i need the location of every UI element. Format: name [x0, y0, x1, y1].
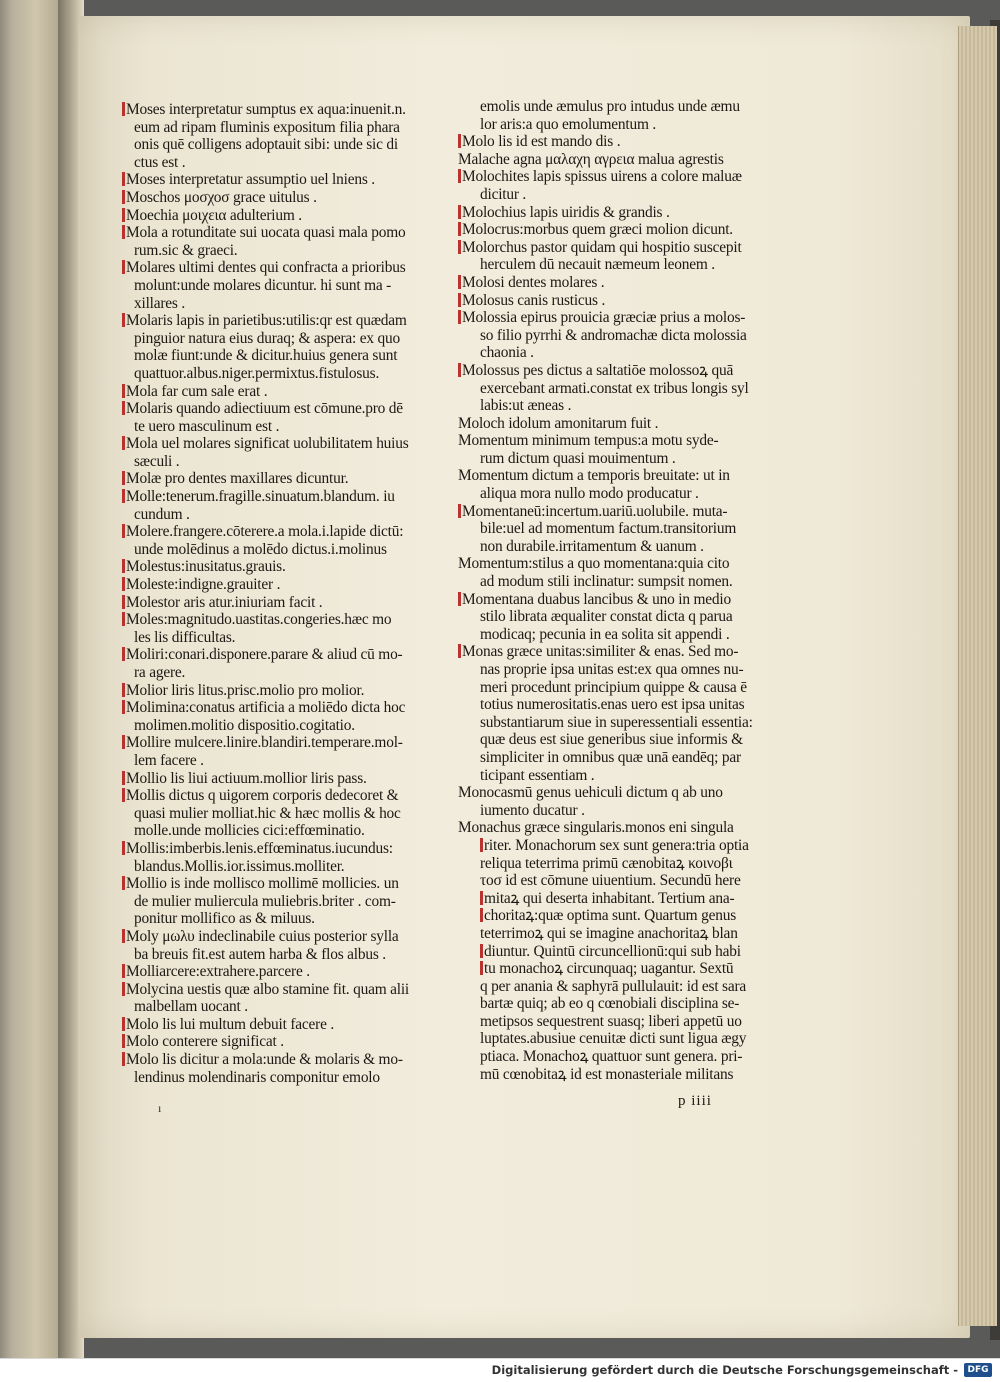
text-line [122, 629, 432, 647]
line-text: Malache agna μαλαχη αγρεια malua agrestis [458, 150, 724, 168]
line-text: Moly μωλυ indeclinabile cuius posterior sylla [126, 927, 399, 945]
line-text: Molochius lapis uiridis & grandis . [462, 203, 670, 221]
rubric-mark [458, 644, 461, 658]
rubric-mark [122, 384, 125, 398]
text-line [458, 432, 770, 450]
rubric-mark [122, 102, 125, 116]
text-line [122, 435, 432, 453]
stray-mark: ı [158, 1101, 162, 1115]
rubric-mark [458, 169, 461, 183]
line-text: Mola uel molares significat uolubilitatem huius [126, 435, 409, 453]
line-text: non durabile.irritamentum & uanum . [480, 537, 704, 555]
text-line [458, 186, 770, 204]
text-line [458, 555, 770, 573]
rubric-mark [458, 205, 461, 219]
text-line [458, 960, 770, 978]
text-line [122, 259, 432, 277]
rubric-mark [122, 964, 125, 978]
rubric-mark [122, 1034, 125, 1048]
rubric-mark [480, 961, 483, 975]
rubric-mark [122, 1052, 125, 1066]
text-line [122, 946, 432, 964]
text-line [122, 277, 432, 295]
line-text: q per anania & saphyrā pullulauit: id est sara [480, 977, 747, 995]
text-line [122, 365, 432, 383]
text-line [458, 890, 770, 908]
line-text: te uero masculinum est . [134, 417, 280, 435]
text-line [122, 770, 432, 788]
line-text: Molossia epirus prouicia græciæ prius a molos- [462, 309, 746, 327]
text-line [458, 714, 770, 732]
rubric-mark [458, 293, 461, 307]
line-text: Momentum:stilus a quo momentana:quia cito [458, 555, 730, 573]
text-line [458, 855, 770, 873]
line-text: mū cœnobitaꝝ id est monasteriale militans [480, 1065, 734, 1083]
line-text: Mollire mulcere.linire.blandiri.temperare.mol- [126, 734, 403, 752]
text-line [122, 1069, 432, 1087]
text-line [122, 523, 432, 541]
line-text: Molestus:inusitatus.grauis. [126, 558, 286, 576]
line-text: meri procedunt principium quippe & causa ē [480, 678, 747, 696]
line-text: Momentaneū:incertum.uariū.uolubile. muta- [462, 502, 728, 520]
text-line [122, 682, 432, 700]
text-line [458, 221, 770, 239]
text-line [122, 893, 432, 911]
rubric-mark [458, 592, 461, 606]
rubric-mark [122, 788, 125, 802]
text-line [122, 506, 432, 524]
text-line [122, 787, 432, 805]
line-text: totius numerositatis.enas uero est ipsa unitas [480, 696, 745, 714]
rubric-mark [122, 471, 125, 485]
line-text: bartæ quiq; ab eo q cœnobiali disciplina se- [480, 995, 740, 1013]
rubric-mark [122, 612, 125, 626]
text-line [122, 594, 432, 612]
line-text: Molere.frangere.cōterere.a mola.i.lapide dictū: [126, 523, 404, 541]
line-text: stilo librata æqualiter constat dicta q parua [480, 608, 733, 626]
line-text: ptiaca. Monachoꝝ quattuor sunt genera. pri- [480, 1048, 743, 1066]
text-line [122, 1033, 432, 1051]
text-line [458, 309, 770, 327]
line-text: Monachus græce singularis.monos eni singula [458, 819, 734, 837]
text-line [122, 101, 432, 119]
line-text: Mollio is inde mollisco mollimē mollicies. un [126, 875, 399, 893]
left-text-column [122, 101, 432, 1086]
line-text: Mollis:imberbis.lenis.effœminatus.iucundus: [126, 839, 393, 857]
digitization-footer [0, 1358, 1000, 1382]
text-line [458, 168, 770, 186]
rubric-mark [480, 891, 483, 905]
text-line [458, 661, 770, 679]
rubric-mark [122, 876, 125, 890]
text-line [458, 837, 770, 855]
text-line [122, 312, 432, 330]
line-text: iumento ducatur . [480, 801, 585, 819]
line-text: blandus.Mollis.ior.issimus.molliter. [134, 857, 345, 875]
line-text: Molaris quando adiectiuum est cōmune.pro dē [126, 400, 403, 418]
line-text: modicaq; pecunia in ea solita sit appendi . [480, 625, 730, 643]
line-text: les lis difficultas. [134, 628, 236, 646]
text-line [458, 204, 770, 222]
text-line [458, 591, 770, 609]
text-line [458, 1048, 770, 1066]
text-line [458, 151, 770, 169]
line-text: molunt:unde molares dicuntur. hi sunt ma - [134, 276, 392, 294]
text-line [458, 749, 770, 767]
rubric-mark [122, 647, 125, 661]
line-text: Molocrus:morbus quem græci molion dicunt. [462, 221, 733, 239]
text-line [458, 503, 770, 521]
line-text: Moechia μοιχεια adulterium . [126, 206, 302, 224]
line-text: Molosi dentes molares . [462, 273, 605, 291]
rubric-mark [122, 208, 125, 222]
line-text: Moliri:conari.disponere.parare & aliud cū mo- [126, 646, 403, 664]
rubric-mark [458, 275, 461, 289]
text-line [122, 418, 432, 436]
text-line [122, 119, 432, 137]
text-line [122, 928, 432, 946]
text-line [122, 664, 432, 682]
line-text: Molo lis lui multum debuit facere . [126, 1015, 335, 1033]
rubric-mark [122, 436, 125, 450]
line-text: exercebant armati.constat ex tribus longis syl [480, 379, 749, 397]
line-text: Moschos μοσχοσ grace uitulus . [126, 188, 317, 206]
text-line [458, 679, 770, 697]
rubric-mark [122, 595, 125, 609]
line-text: bile:uel ad momentum factum.transitorium [480, 520, 737, 538]
line-text: Moles:magnitudo.uastitas.congeries.hæc mo [126, 611, 392, 629]
line-text: labis:ut æneas . [480, 397, 572, 415]
dfg-logo: DFG [964, 1363, 992, 1377]
text-line [458, 608, 770, 626]
line-text: xillares . [134, 294, 185, 312]
text-line [122, 224, 432, 242]
line-text: mitaꝝ qui deserta inhabitant. Tertium ana- [484, 889, 735, 907]
line-text: herculem dū necauit næmeum leonem . [480, 256, 715, 274]
rubric-mark [122, 577, 125, 591]
rubric-mark [458, 222, 461, 236]
text-line [122, 805, 432, 823]
rubric-mark [480, 944, 483, 958]
text-line [122, 541, 432, 559]
text-line [458, 573, 770, 591]
line-text: unde molēdinus a molēdo dictus.i.molinus [134, 540, 387, 558]
line-text: dicitur . [480, 185, 527, 203]
text-line [458, 450, 770, 468]
text-line [458, 239, 770, 257]
text-line [122, 400, 432, 418]
line-text: Momentana duabus lancibus & uno in medio [462, 590, 731, 608]
line-text: metipsos sequestrent suasq; liberi appetū uo [480, 1012, 742, 1030]
text-line [458, 872, 770, 890]
facing-page-edge [0, 0, 60, 1358]
text-line [122, 858, 432, 876]
text-line [458, 696, 770, 714]
text-line [458, 520, 770, 538]
line-text: Molossus pes dictus a saltatiōe molossoꝝ quā [462, 361, 734, 379]
line-text: riter. Monachorum sex sunt genera:tria optia [484, 836, 749, 854]
line-text: Molestor aris atur.iniuriam facit . [126, 593, 323, 611]
rubric-mark [122, 771, 125, 785]
text-line [458, 784, 770, 802]
line-text: ra agere. [134, 664, 186, 681]
rubric-mark [480, 908, 483, 922]
line-text: molæ fiunt:unde & dicitur.huius genera sunt [134, 347, 398, 365]
line-text: luptates.abusiue cenuitæ dicti sunt ligua ægy [480, 1030, 747, 1048]
text-line [122, 136, 432, 154]
page-signature: p iiii [678, 1093, 712, 1109]
rubric-mark [458, 134, 461, 148]
text-line [122, 963, 432, 981]
text-line [458, 995, 770, 1013]
line-text: emolis unde æmulus pro intudus unde æmu [480, 98, 740, 115]
text-line [122, 752, 432, 770]
text-line [122, 488, 432, 506]
line-text: nas proprie ipsa unitas est:ex qua omnes nu- [480, 661, 744, 678]
line-text: Molosus canis rusticus . [462, 291, 606, 309]
text-line [122, 646, 432, 664]
line-text: Mola a rotunditate sui uocata quasi mala pomo [126, 224, 406, 242]
line-text: aliqua mora nullo modo producatur . [480, 485, 699, 503]
text-line [458, 274, 770, 292]
text-line [122, 558, 432, 576]
rubric-mark [122, 700, 125, 714]
text-line [458, 344, 770, 362]
line-text: so filio pyrrhi & andromachæ dicta molossia [480, 326, 747, 344]
text-line [458, 925, 770, 943]
line-text: Molo conterere significat . [126, 1033, 284, 1051]
text-line [122, 470, 432, 488]
line-text: Molæ pro dentes maxillares dicuntur. [126, 470, 349, 488]
text-line [122, 1051, 432, 1069]
line-text: eum ad ripam fluminis expositum filia phara [134, 118, 400, 136]
rubric-mark [122, 735, 125, 749]
line-text: cundum . [134, 505, 190, 523]
line-text: Monocasmū genus uehiculi dictum q ab uno [458, 784, 723, 802]
rubric-mark [480, 838, 483, 852]
rubric-mark [122, 313, 125, 327]
rubric-mark [122, 260, 125, 274]
text-line [458, 485, 770, 503]
line-text: Molo lis dicitur a mola:unde & molaris & mo- [126, 1051, 403, 1069]
text-line [458, 256, 770, 274]
text-line [122, 453, 432, 471]
line-text: Molaris lapis in parietibus:utilis:qr est quædam [126, 312, 407, 330]
text-line [122, 242, 432, 260]
rubric-mark [122, 841, 125, 855]
text-line [122, 717, 432, 735]
line-text: Momentum dictum a temporis breuitate: ut in [458, 467, 730, 485]
line-text: Moses interpretatur assumptio uel lniens . [126, 171, 375, 189]
text-line [122, 347, 432, 365]
text-line [122, 875, 432, 893]
text-line [122, 910, 432, 928]
line-text: Molliarcere:extrahere.parcere . [126, 963, 310, 981]
rubric-mark [122, 524, 125, 538]
text-line [458, 1066, 770, 1084]
text-line [458, 397, 770, 415]
text-line [458, 731, 770, 749]
line-text: rum dictum quasi mouimentum . [480, 449, 676, 467]
line-text: choritaꝝ:quæ optima sunt. Quartum genus [484, 907, 737, 925]
rubric-mark [458, 240, 461, 254]
text-line [458, 116, 770, 134]
line-text: ticipant essentiam . [480, 766, 595, 784]
rubric-mark [122, 172, 125, 186]
line-text: Mollio lis liui actiuum.mollior liris pass. [126, 769, 367, 787]
line-text: Molares ultimi dentes qui confracta a prioribus [126, 259, 406, 277]
text-line [458, 1013, 770, 1031]
line-text: reliqua teterrima primū cænobitaꝝ κοινοβι [480, 854, 733, 872]
text-line [122, 330, 432, 348]
line-text: τοσ id est cōmune uiuentium. Secundū here [480, 872, 741, 890]
line-text: Moses interpretatur sumptus ex aqua:inuenit.n. [126, 101, 406, 118]
text-line [458, 819, 770, 837]
line-text: pinguior natura eius duraq; & aspera: ex quo [134, 329, 401, 347]
rubric-mark [458, 310, 461, 324]
text-line [458, 380, 770, 398]
text-line [122, 295, 432, 313]
line-text: lor aris:a quo emolumentum . [480, 115, 657, 133]
funding-credit: Digitalisierung gefördert durch die Deutsche Forschungsgemeinschaft - [491, 1363, 958, 1377]
text-line [458, 98, 770, 116]
page-fore-edge [958, 26, 997, 1326]
line-text: Mollis dictus q uigorem corporis dedecoret & [126, 787, 399, 805]
line-text: ad modum stili inclinatur: sumpsit nomen. [480, 573, 733, 591]
line-text: onis quē colligens adoptauit sibi: unde sic di [134, 136, 398, 154]
line-text: Mola far cum sale erat . [126, 382, 268, 400]
text-line [458, 467, 770, 485]
line-text: Molo lis id est mando dis . [462, 133, 621, 151]
line-text: tu monachoꝝ circunquaq; uagantur. Sextū [484, 960, 734, 978]
line-text: Molorchus pastor quidam qui hospitio suscepit [462, 238, 742, 256]
text-line [458, 1030, 770, 1048]
line-text: Molochites lapis spissus uirens a colore maluæ [462, 168, 742, 186]
text-line [458, 907, 770, 925]
text-line [458, 626, 770, 644]
line-text: Molimina:conatus artificia a moliēdo dicta hoc [126, 699, 406, 717]
line-text: malbellam uocant . [134, 998, 248, 1016]
text-line [122, 611, 432, 629]
line-text: molimen.molitio dispositio.cogitatio. [134, 716, 355, 734]
text-line [122, 981, 432, 999]
text-line [458, 767, 770, 785]
rubric-mark [458, 504, 461, 518]
text-line [458, 538, 770, 556]
text-line [122, 576, 432, 594]
text-line [122, 822, 432, 840]
text-line [458, 415, 770, 433]
line-text: substantiarum siue in superessentiali essentia: [480, 713, 753, 731]
line-text: quæ deus est siue generibus siue informis & [480, 731, 743, 749]
text-line [122, 1016, 432, 1034]
line-text: Molycina uestis quæ albo stamine fit. quam alii [126, 980, 409, 998]
line-text: Molior liris litus.prisc.molio pro molior. [126, 681, 365, 699]
rubric-mark [122, 401, 125, 415]
line-text: de mulier muliercula muliebris.briter . com- [134, 892, 396, 910]
rubric-mark [122, 1017, 125, 1031]
text-line [122, 998, 432, 1016]
text-line [458, 133, 770, 151]
line-text: quasi mulier molliat.hic & hæc mollis & hoc [134, 804, 401, 822]
line-text: sæculi . [134, 452, 180, 470]
line-text: diuntur. Quintū circuncellionū:qui sub habi [484, 942, 741, 960]
text-line [122, 154, 432, 172]
rubric-mark [122, 683, 125, 697]
line-text: Moleste:indigne.grauiter . [126, 576, 281, 594]
rubric-mark [122, 559, 125, 573]
text-line [122, 383, 432, 401]
right-text-column [458, 98, 770, 1083]
text-line [122, 207, 432, 225]
rubric-mark [122, 190, 125, 204]
line-text: Moloch idolum amonitarum fuit . [458, 414, 659, 432]
text-line [122, 699, 432, 717]
line-text: chaonia . [480, 344, 534, 362]
text-line [458, 802, 770, 820]
line-text: Molle:tenerum.fragille.sinuatum.blandum. iu [126, 488, 395, 506]
rubric-mark [122, 982, 125, 996]
line-text: quattuor.albus.niger.permixtus.fistulosus. [134, 364, 380, 382]
rubric-mark [122, 225, 125, 239]
line-text: Monas græce unitas:similiter & enas. Sed mo- [462, 643, 739, 661]
line-text: teterrimoꝝ qui se imagine anachoritaꝝ blan [480, 924, 738, 942]
line-text: ba breuis fit.est autem harba & flos albus . [134, 945, 386, 963]
text-line [458, 943, 770, 961]
line-text: ponitur mollifico as & miluus. [134, 910, 315, 928]
text-line [458, 327, 770, 345]
line-text: molle.unde mollicies cici:effœminatio. [134, 822, 365, 840]
line-text: Momentum minimum tempus:a motu syde- [458, 432, 719, 450]
text-line [458, 362, 770, 380]
text-line [458, 978, 770, 996]
line-text: ctus est . [134, 153, 186, 171]
line-text: lendinus molendinaris componitur emolo [134, 1068, 380, 1086]
text-line [458, 643, 770, 661]
line-text: rum.sic & graeci. [134, 241, 238, 259]
text-line [122, 171, 432, 189]
rubric-mark [122, 489, 125, 503]
line-text: simpliciter in omnibus quæ unā eandēq; par [480, 748, 741, 766]
text-line [122, 840, 432, 858]
text-line [122, 189, 432, 207]
rubric-mark [122, 929, 125, 943]
line-text: lem facere . [134, 751, 204, 769]
rubric-mark [458, 363, 461, 377]
text-line [122, 734, 432, 752]
text-line [458, 292, 770, 310]
